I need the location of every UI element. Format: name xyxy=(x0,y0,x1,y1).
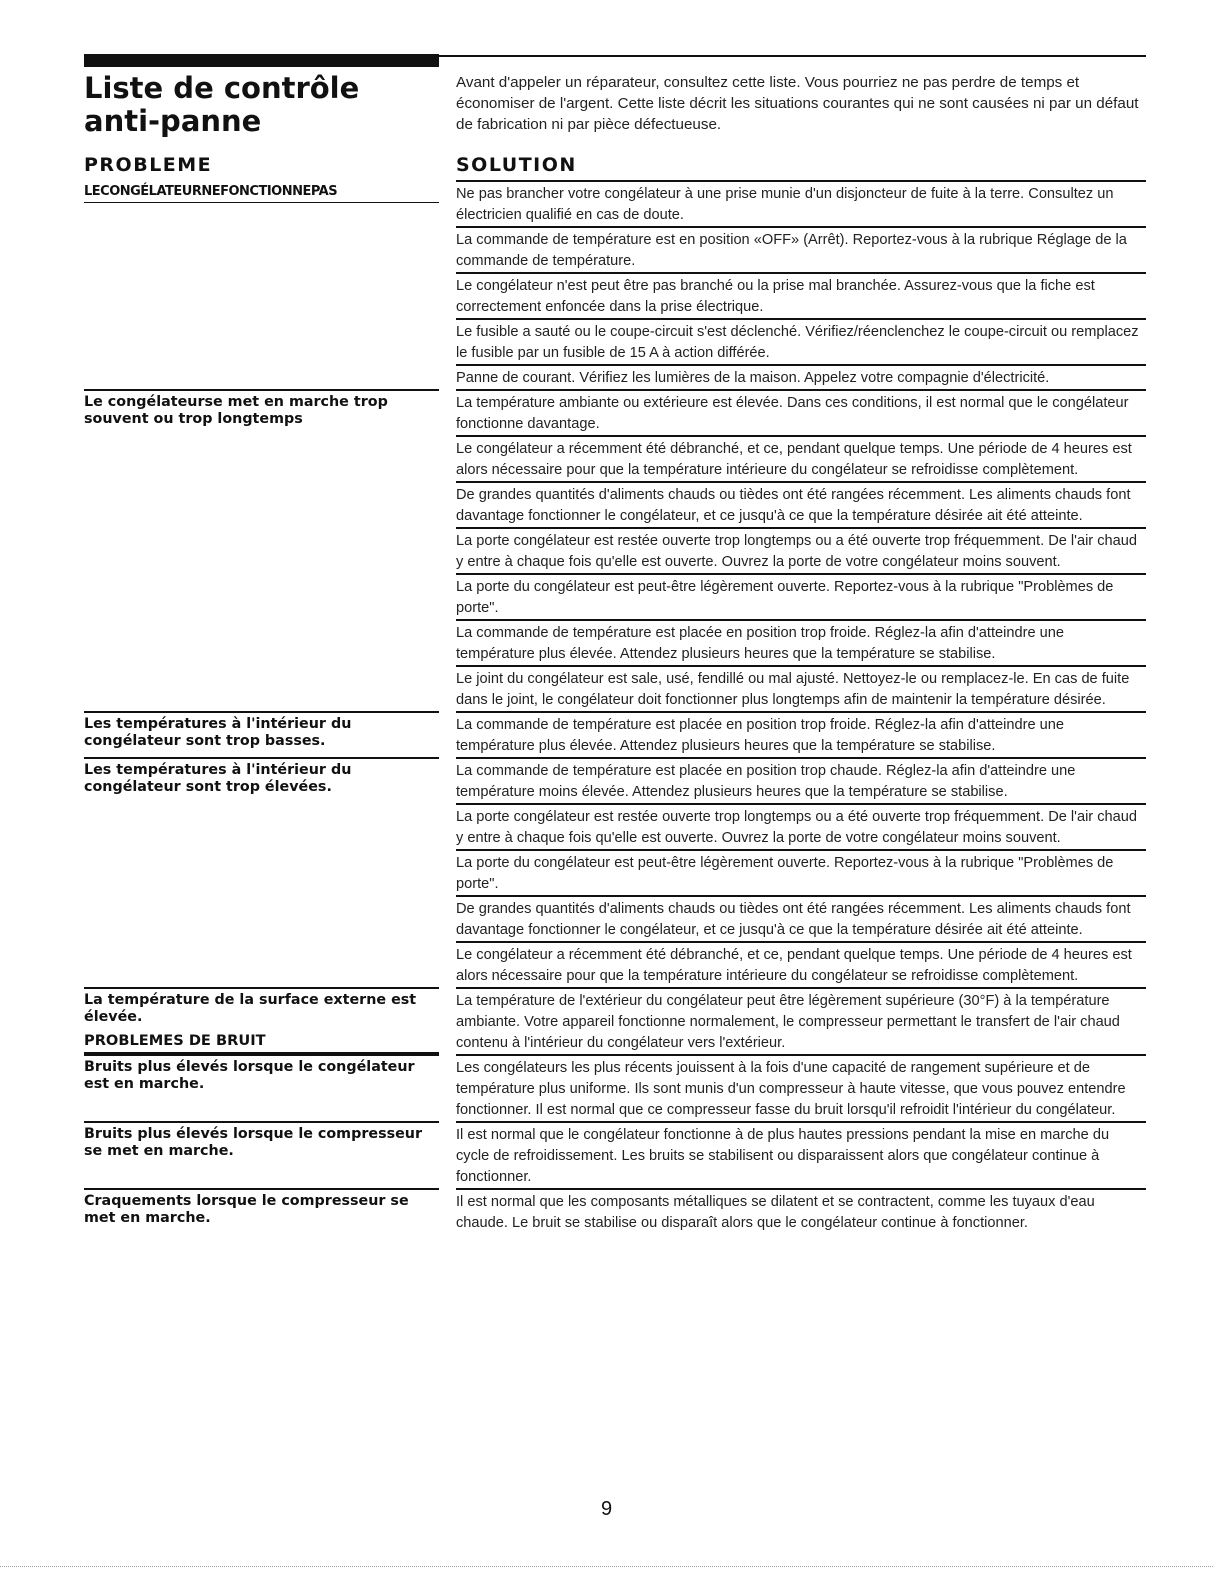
solution-item: La porte du congélateur est peut-être légèrement ouverte. Reportez-vous à la rubrique "Problèmes de porte". xyxy=(456,849,1146,895)
solution-item: La commande de température est placée en position trop froide. Réglez-la afin d'atteindre une température plus élevée. Attendez plusieurs heures que la température se stabilise. xyxy=(456,619,1146,665)
problem-cell xyxy=(84,1054,439,1121)
solution-item: Il est normal que les composants métalliques se dilatent et se contractent, comme les tuyaux d'eau chaude. Le bruit se stabilise ou disparaît alors que le congélateur continue à fonctionner. xyxy=(456,1188,1146,1234)
troubleshooting-row xyxy=(84,389,1146,711)
solution-item: Les congélateurs les plus récents jouissent à la fois d'une capacité de rangement supérieure et de température plus uniforme. Ils sont munis d'un compresseur à haute vitesse, que vous pouvez entendre fonctionner. Il est normal que ce compresseur fasse du bruit lorsqu'il refroidit l'intérieur du congélateur. xyxy=(456,1054,1146,1121)
problem-text: Craquements lorsque le compresseur se met en marche. xyxy=(84,1193,409,1226)
title-bar-thick xyxy=(84,54,439,67)
troubleshooting-row xyxy=(84,987,1146,1054)
solution-cell xyxy=(456,180,1146,389)
solution-item: Le congélateur a récemment été débranché, et ce, pendant quelque temps. Une période de 4 heures est alors nécessaire pour que la température intérieure du congélateur se refroidisse complètement. xyxy=(456,435,1146,481)
intro-paragraph: Avant d'appeler un réparateur, consultez cette liste. Vous pourriez ne pas perdre de temps et économiser de l'argent. Cette liste décrit les situations courantes qui ne sont causées ni par un défaut de fabrication ni par pièce défectueuse. xyxy=(456,74,1139,133)
solution-item: La température ambiante ou extérieure est élevée. Dans ces conditions, il est normal que le congélateur fonctionne davantage. xyxy=(456,389,1146,435)
problem-cell xyxy=(84,987,439,1054)
page-number: 9 xyxy=(600,1498,613,1520)
solution-item: Le congélateur a récemment été débranché, et ce, pendant quelque temps. Une période de 4 heures est alors nécessaire pour que la température intérieure du congélateur se refroidisse complètement. xyxy=(456,941,1146,987)
solution-cell xyxy=(456,1121,1146,1188)
problem-text: Les températures à l'intérieur du congélateur sont trop élevées. xyxy=(84,762,352,795)
troubleshooting-row xyxy=(84,1054,1146,1121)
troubleshooting-row xyxy=(84,180,1146,389)
solution-item: Le congélateur n'est peut être pas branché ou la prise mal branchée. Assurez-vous que la fiche est correctement enfoncée dans la prise électrique. xyxy=(456,272,1146,318)
problem-text: Le congélateurse met en marche trop souvent ou trop longtemps xyxy=(84,394,388,427)
solution-item: Il est normal que le congélateur fonctionne à de plus hautes pressions pendant la mise en marche du cycle de refroidissement. Les bruits se stabilisent ou disparaissent alors que congélateur continue à fonctionner. xyxy=(456,1121,1146,1188)
page-bottom-edge xyxy=(0,1566,1213,1568)
problem-text: Bruits plus élevés lorsque le compresseur se met en marche. xyxy=(84,1126,423,1159)
solution-cell xyxy=(456,757,1146,987)
solution-cell xyxy=(456,711,1146,757)
troubleshooting-table xyxy=(84,180,1146,1234)
problem-cell xyxy=(84,1188,439,1234)
solution-item: La commande de température est placée en position trop froide. Réglez-la afin d'atteindre une température plus élevée. Attendez plusieurs heures que la température se stabilise. xyxy=(456,711,1146,757)
solution-cell xyxy=(456,1054,1146,1121)
solution-item: La porte congélateur est restée ouverte trop longtemps ou a été ouverte trop fréquemment. De l'air chaud y entre à chaque fois qu'elle est ouverte. Ouvrez la porte de votre congélateur moins souvent. xyxy=(456,803,1146,849)
troubleshooting-row xyxy=(84,757,1146,987)
solution-item: Le fusible a sauté ou le coupe-circuit s'est déclenché. Vérifiez/réenclenchez le coupe-circuit ou remplacez le fusible par un fusible de 15 A à action différée. xyxy=(456,318,1146,364)
solution-item: La commande de température est en position «OFF» (Arrêt). Reportez-vous à la rubrique Réglage de la commande de température. xyxy=(456,226,1146,272)
solution-item: La température de l'extérieur du congélateur peut être légèrement supérieure (30°F) à la température ambiante. Votre appareil fonctionne normalement, le compresseur permettant le transfert de l'air chaud contenu à l'intérieur du congélateur vers l'extérieur. xyxy=(456,987,1146,1054)
problem-text: LECONGÉLATEURNEFONCTIONNEPAS xyxy=(84,180,439,203)
problem-text: La température de la surface externe est élevée. xyxy=(84,992,417,1025)
problem-cell xyxy=(84,757,439,987)
troubleshooting-row xyxy=(84,1188,1146,1234)
problem-cell xyxy=(84,1121,439,1188)
problem-cell xyxy=(84,389,439,711)
solution-item: La commande de température est placée en position trop chaude. Réglez-la afin d'atteindre une température moins élevée. Attendez plusieurs heures que la température se stabilise. xyxy=(456,757,1146,803)
troubleshooting-row xyxy=(84,711,1146,757)
solution-column-heading: SOLUTION xyxy=(456,154,577,176)
problem-cell xyxy=(84,180,439,389)
solution-item: Panne de courant. Vérifiez les lumières de la maison. Appelez votre compagnie d'électricité. xyxy=(456,364,1146,389)
section-subheading: PROBLEMES DE BRUIT xyxy=(84,1032,439,1054)
solution-item: La porte du congélateur est peut-être légèrement ouverte. Reportez-vous à la rubrique "Problèmes de porte". xyxy=(456,573,1146,619)
solution-item: De grandes quantités d'aliments chauds ou tièdes ont été rangées récemment. Les aliments chauds font davantage fonctionner le congélateur, et ce jusqu'à ce que la température désirée ait été atteinte. xyxy=(456,481,1146,527)
problem-column-heading: PROBLEME xyxy=(84,154,213,176)
problem-text: Bruits plus élevés lorsque le congélateur est en marche. xyxy=(84,1059,415,1092)
solution-cell xyxy=(456,389,1146,711)
problem-text: Les températures à l'intérieur du congélateur sont trop basses. xyxy=(84,716,352,749)
solution-item: Le joint du congélateur est sale, usé, fendillé ou mal ajusté. Nettoyez-le ou remplacez-le. En cas de fuite dans le joint, le congélateur doit fonctionner plus longtemps afin de maintenir la température désirée. xyxy=(456,665,1146,711)
solution-item: De grandes quantités d'aliments chauds ou tièdes ont été rangées récemment. Les aliments chauds font davantage fonctionner le congélateur, et ce jusqu'à ce que la température désirée ait été atteinte. xyxy=(456,895,1146,941)
page-title: Liste de contrôle anti-panne xyxy=(84,71,360,138)
troubleshooting-row xyxy=(84,1121,1146,1188)
problem-cell xyxy=(84,711,439,757)
solution-cell xyxy=(456,987,1146,1054)
solution-item: La porte congélateur est restée ouverte trop longtemps ou a été ouverte trop fréquemment. De l'air chaud y entre à chaque fois qu'elle est ouverte. Ouvrez la porte de votre congélateur moins souvent. xyxy=(456,527,1146,573)
title-bar-thin xyxy=(439,55,1146,57)
solution-cell xyxy=(456,1188,1146,1234)
solution-item: Ne pas brancher votre congélateur à une prise munie d'un disjoncteur de fuite à la terre. Consultez un électricien qualifié en cas de doute. xyxy=(456,180,1146,226)
